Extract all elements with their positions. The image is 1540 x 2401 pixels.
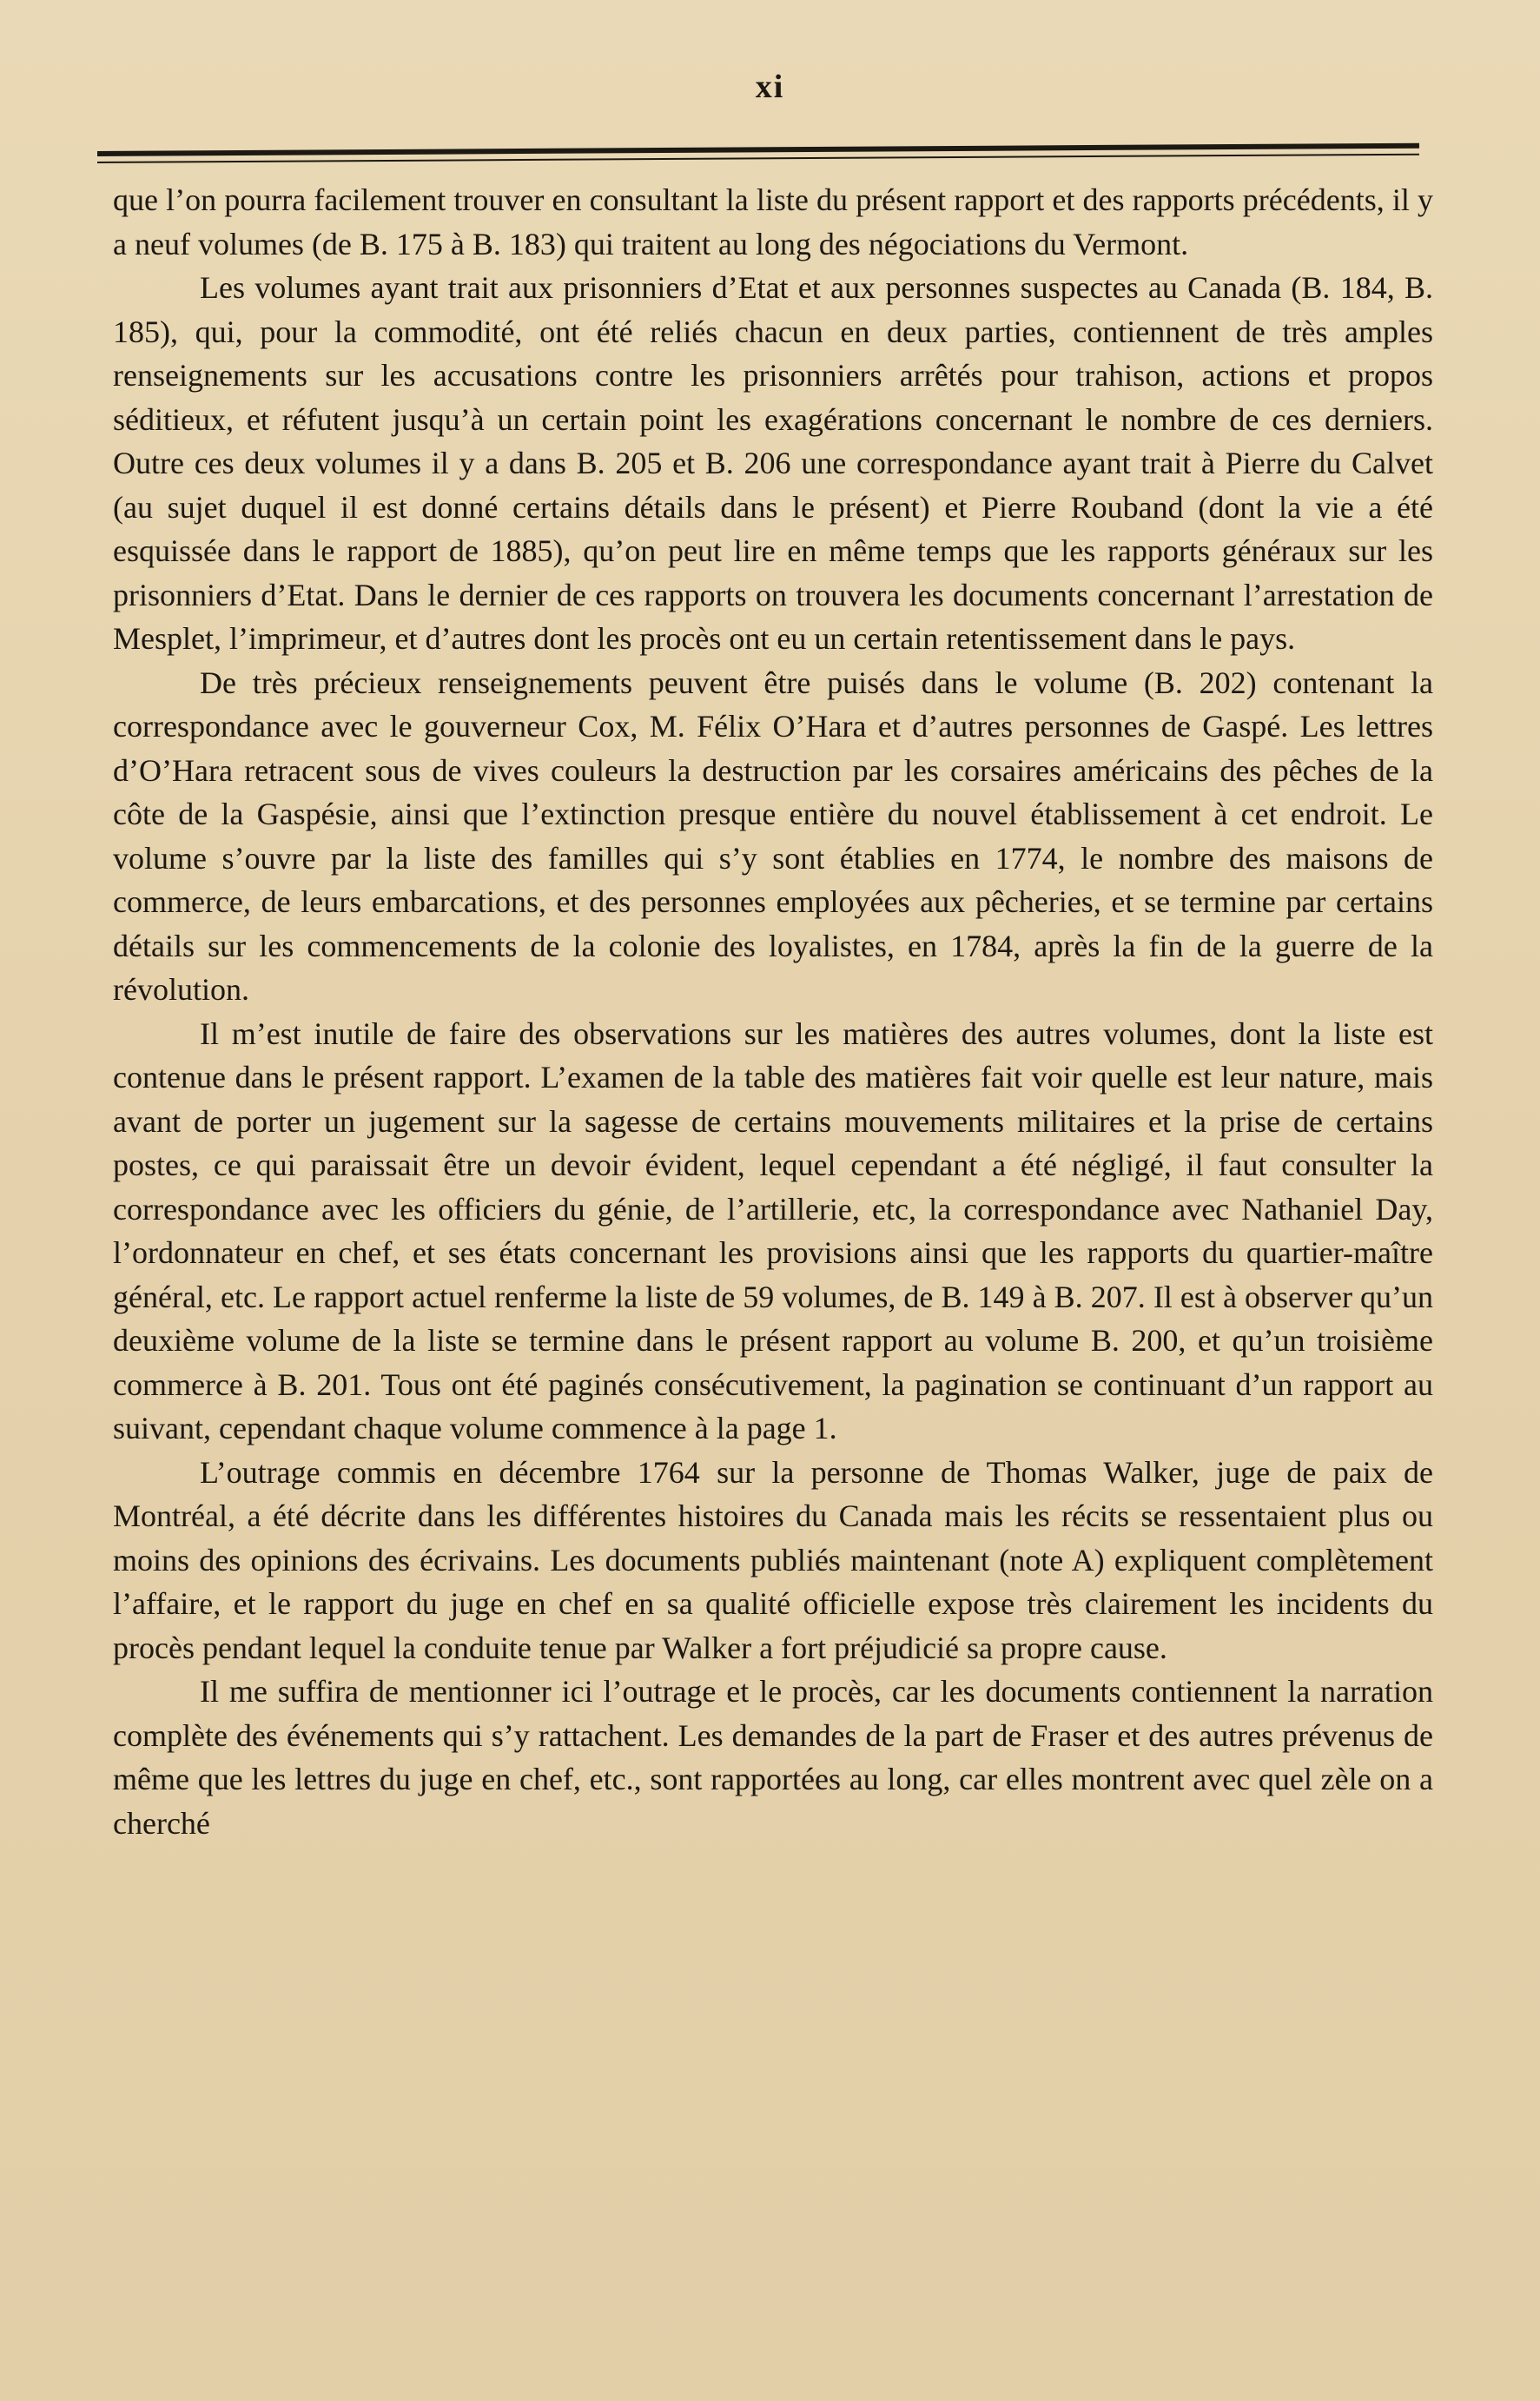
- paragraph: Il me suffira de mentionner ici l’outrage et le procès, car les documents contiennent la narration complète des événements qui s’y rattachent. Les demandes de la part de Fraser et des autres prévenus de même que les lettres du juge en chef, etc., sont rapportées au long, car elles montrent avec quel zèle on a cherché: [113, 1674, 1433, 1841]
- paragraph: De très précieux renseignements peuvent être puisés dans le volume (B. 202) contenant la correspondance avec le gouverneur Cox, M. Félix O’Hara et d’autres personnes de Gaspé. Les lettres d’O’Hara retracent sous de vives couleurs la destruction par les corsaires américains des pêches de la côte de la Gaspésie, ainsi que l’extinction presque entière du nouvel établissement à cet endroit. Le volume s’ouvre par la liste des familles qui s’y sont établies en 1774, le nombre des maisons de commerce, de leurs embarcations, et des personnes employées aux pêcheries, et se termine par certains détails sur les commencements de la colonie des loyalistes, en 1784, après la fin de la guerre de la révolution.: [113, 665, 1433, 1007]
- page-number: xi: [755, 69, 785, 105]
- body-text: [113, 178, 1433, 1845]
- paragraph: que l’on pourra facilement trouver en consultant la liste du présent rapport et des rapports précédents, il y a neuf volumes (de B. 175 à B. 183) qui traitent au long des négociations du Vermont.: [113, 182, 1433, 261]
- paragraph: Les volumes ayant trait aux prisonniers d’Etat et aux personnes suspectes au Canada (B. 184, B. 185), qui, pour la commodité, ont été reliés chacun en deux parties, contiennent de très amples renseignements sur les accusations contre les prisonniers arrêtés pour trahison, actions et propos séditieux, et réfutent jusqu’à un certain point les exagérations concernant le nombre de ces derniers. Outre ces deux volumes il y a dans B. 205 et B. 206 une correspondance ayant trait à Pierre du Calvet (au sujet duquel il est donné certains détails dans le présent) et Pierre Rouband (dont la vie a été esquissée dans le rapport de 1885), qu’on peut lire en même temps que les rapports généraux sur les prisonniers d’Etat. Dans le dernier de ces rapports on trouvera les documents concernant l’arrestation de Mesplet, l’imprimeur, et d’autres dont les procès ont eu un certain retentissement dans le pays.: [113, 270, 1433, 656]
- paragraph: L’outrage commis en décembre 1764 sur la personne de Thomas Walker, juge de paix de Montréal, a été décrite dans les différentes histoires du Canada mais les récits se ressentaient plus ou moins des opinions des écrivains. Les documents publiés maintenant (note A) expliquent complètement l’affaire, et le rapport du juge en chef en sa qualité officielle expose très clairement les incidents du procès pendant lequel la conduite tenue par Walker a fort préjudicié sa propre cause.: [113, 1454, 1433, 1665]
- paragraph: Il m’est inutile de faire des observations sur les matières des autres volumes, dont la liste est contenue dans le présent rapport. L’examen de la table des matières fait voir quelle est leur nature, mais avant de porter un jugement sur la sagesse de certains mouvements militaires et la prise de certains postes, ce qui paraissait être un devoir évident, lequel cependant a été négligé, il faut consulter la correspondance avec les officiers du génie, de l’artillerie, etc, la correspondance avec Nathaniel Day, l’ordonnateur en chef, et ses états concernant les provisions ainsi que les rapports du quartier-maître général, etc. Le rapport actuel renferme la liste de 59 volumes, de B. 149 à B. 207. Il est à observer qu’un deuxième volume de la liste se termine dans le présent rapport au volume B. 200, et qu’un troisième commerce à B. 201. Tous ont été paginés consécutivement, la pagination se continuant d’un rapport au suivant, cependant chaque volume commence à la page 1.: [113, 1015, 1433, 1445]
